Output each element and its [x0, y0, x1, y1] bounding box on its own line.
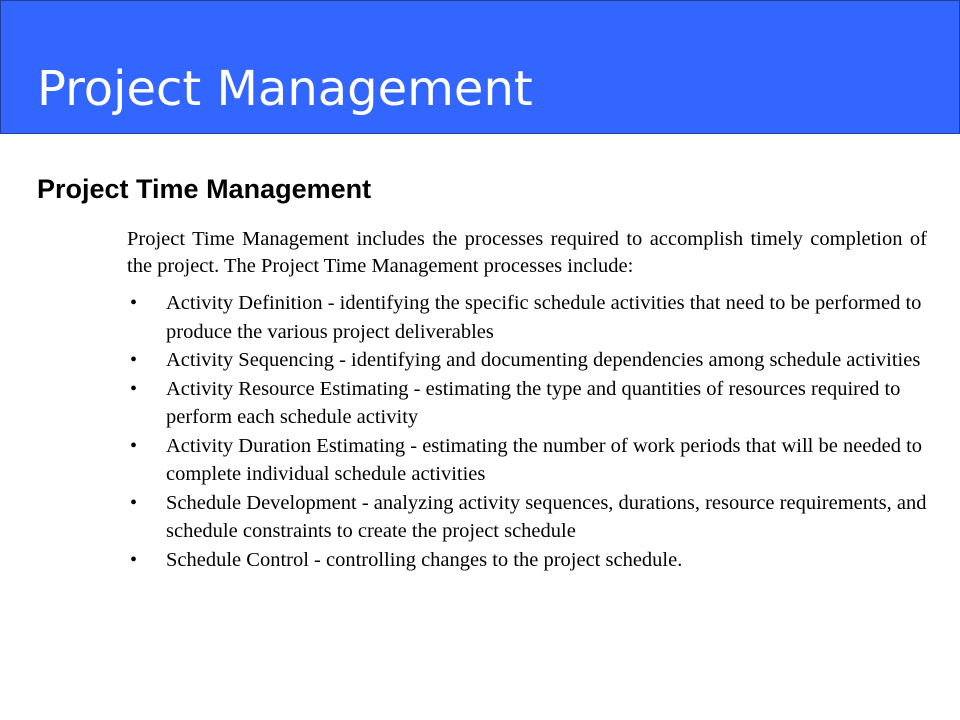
bullet-icon: • — [130, 548, 138, 571]
bullet-icon: • — [130, 292, 138, 314]
list-item — [127, 346, 937, 375]
list-item — [127, 546, 937, 575]
bullet-icon: • — [130, 349, 138, 371]
bullet-icon: • — [130, 377, 138, 400]
bullet-icon: • — [130, 434, 138, 457]
intro-paragraph: Project Time Management includes the processes required to accomplish timely completion of the project. The Project Time Management processes include: — [127, 228, 927, 277]
list-item-text: Activity Definition - identifying the specific schedule activities that need to be performed to produce the various project deliverables — [166, 292, 922, 343]
list-item-text: Schedule Control - controlling changes to the project schedule. — [166, 548, 683, 571]
bullet-icon: • — [130, 491, 138, 514]
section-heading: Project Time Management — [37, 174, 372, 204]
list-item-text: Activity Duration Estimating - estimating the number of work periods that will be needed to complete individual schedule activities — [166, 434, 923, 485]
slide-title: Project Management — [37, 61, 533, 117]
list-item — [127, 289, 937, 346]
title-bar — [0, 0, 960, 134]
list-item-text: Activity Sequencing - identifying and documenting dependencies among schedule activities — [166, 349, 921, 371]
list-item-text: Schedule Development - analyzing activity sequences, durations, resource requirements, and schedule constraints to create the project schedule — [166, 491, 927, 542]
list-item-text: Activity Resource Estimating - estimating the type and quantities of resources required to perform each schedule activity — [166, 377, 901, 428]
process-list — [127, 289, 937, 574]
list-item — [127, 489, 937, 546]
list-item — [127, 432, 937, 489]
list-item — [127, 375, 937, 432]
